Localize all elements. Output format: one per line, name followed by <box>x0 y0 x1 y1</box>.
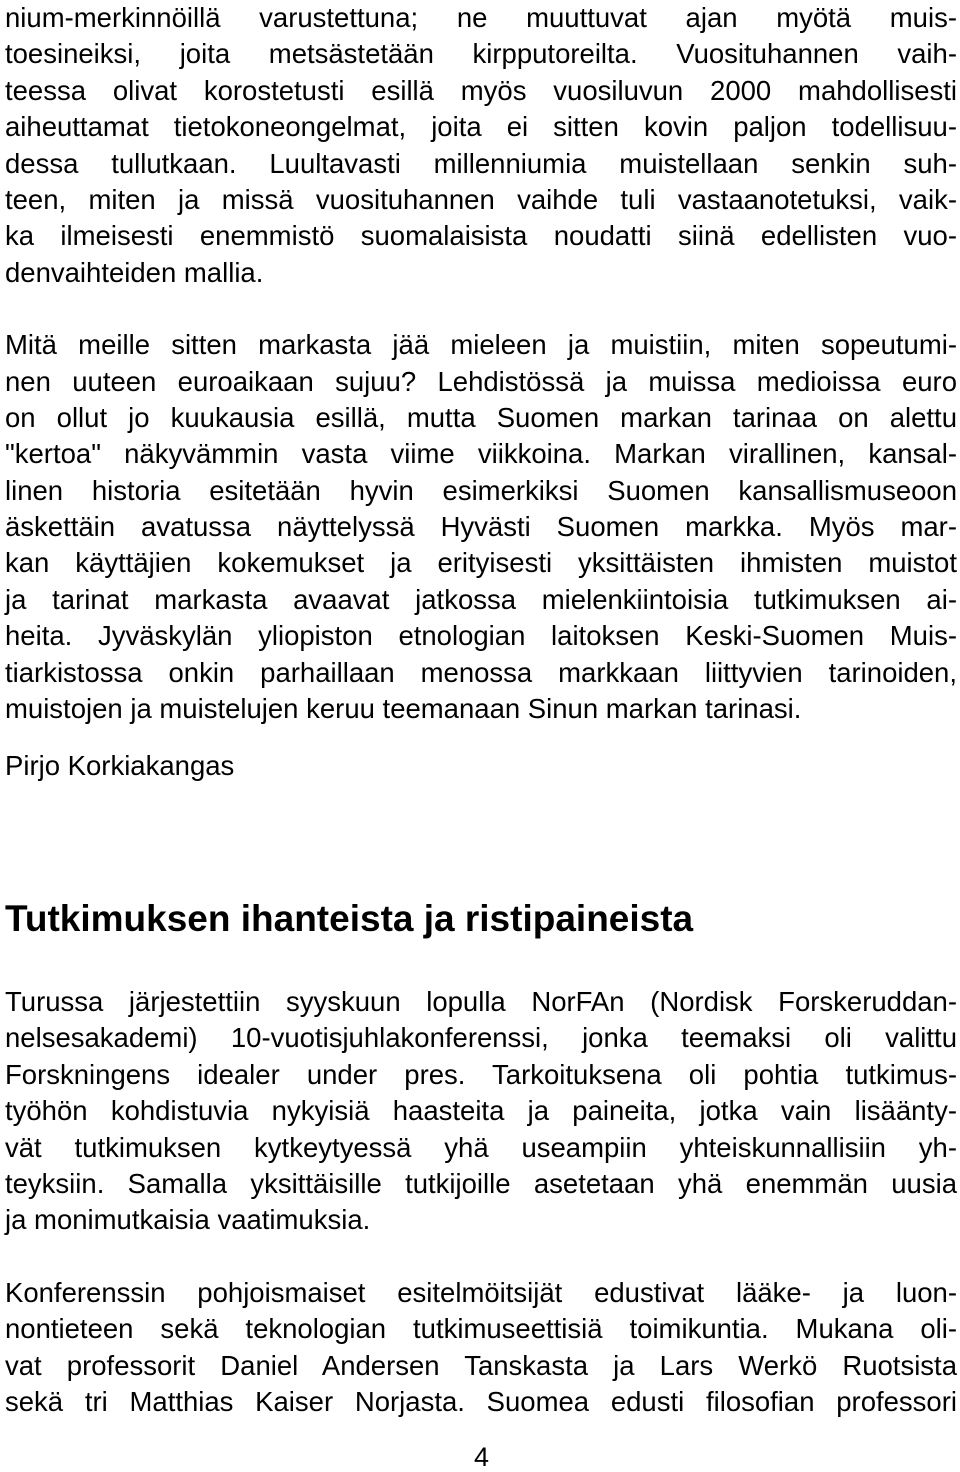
paragraph-2-line: on ollut jo kuukausia esillä, mutta Suomen markan tarinaa on alettu <box>5 401 957 433</box>
paragraph-2-line: äskettäin avatussa näyttelyssä Hyvästi Suomen markka. Myös mar- <box>5 511 957 543</box>
paragraph-2 <box>5 327 957 727</box>
paragraph-4 <box>5 1275 957 1421</box>
page-body <box>5 0 957 727</box>
paragraph-2-line: heita. Jyväskylän yliopiston etnologian laitoksen Keski-Suomen Muis- <box>5 620 957 652</box>
paragraph-2-line: ja tarinat markasta avaavat jatkossa mielenkiintoisia tutkimuksen ai- <box>5 583 957 615</box>
paragraph-2-line: "kertoa" näkyvämmin vasta viime viikkoina. Markan virallinen, kansal- <box>5 438 957 470</box>
paragraph-4-line: Konferenssin pohjoismaiset esitelmöitsijät edustivat lääke- ja luon- <box>5 1276 957 1308</box>
author-signature: Pirjo Korkiakangas <box>5 750 235 781</box>
section-body <box>5 984 957 1420</box>
paragraph-3-line: työhön kohdistuvia nykyisiä haasteita ja paineita, jotka vain lisäänty- <box>5 1095 957 1127</box>
paragraph-2-line: linen historia esitetään hyvin esimerkiksi Suomen kansallismuseoon <box>5 474 957 506</box>
paragraph-1 <box>5 0 957 291</box>
paragraph-1-line: denvaihteiden mallia. <box>5 256 264 288</box>
paragraph-4-line: vat professorit Daniel Andersen Tanskasta ja Lars Werkö Ruotsista <box>5 1349 957 1381</box>
paragraph-2-line: kan käyttäjien kokemukset ja erityisesti yksittäisten ihmisten muistot <box>5 547 957 579</box>
paragraph-1-line: teen, miten ja missä vuosituhannen vaihde tuli vastaanotetuksi, vaik- <box>5 183 957 215</box>
paragraph-3-line: vät tutkimuksen kytkeytyessä yhä useampiin yhteiskunnallisiin yh- <box>5 1131 957 1163</box>
paragraph-2-line: Mitä meille sitten markasta jää mieleen ja muistiin, miten sopeutumi- <box>5 329 957 361</box>
paragraph-gap <box>5 1239 957 1275</box>
paragraph-2-line: nen uuteen euroaikaan sujuu? Lehdistössä ja muissa medioissa euro <box>5 365 957 397</box>
paragraph-3-line: Turussa järjestettiin syyskuun lopulla NorFAn (Nordisk Forskeruddan- <box>5 986 957 1017</box>
paragraph-1-line: teessa olivat korostetusti esillä myös vuosiluvun 2000 mahdollisesti <box>5 74 957 106</box>
paragraph-1-line: ka ilmeisesti enemmistö suomalaisista noudatti siinä edellisten vuo- <box>5 220 957 252</box>
paragraph-1-line: nium-merkinnöillä varustettuna; ne muuttuvat ajan myötä muis- <box>5 2 957 33</box>
paragraph-3-line: ja monimutkaisia vaatimuksia. <box>5 1204 371 1236</box>
paragraph-3-line: Forskningens idealer under pres. Tarkoituksena oli pohtia tutkimus- <box>5 1058 957 1090</box>
section-heading: Tutkimuksen ihanteista ja ristipaineista <box>5 898 694 939</box>
paragraph-1-line: aiheuttamat tietokoneongelmat, joita ei sitten kovin paljon todellisuu- <box>5 111 957 143</box>
paragraph-3 <box>5 984 957 1239</box>
paragraph-4-line: nontieteen sekä teknologian tutkimuseettisiä toimikuntia. Mukana oli- <box>5 1313 957 1345</box>
paragraph-2-line: tiarkistossa onkin parhaillaan menossa markkaan liittyvien tarinoiden, <box>5 656 957 688</box>
paragraph-3-line: nelsesakademi) 10-vuotisjuhlakonferenssi, jonka teemaksi oli valittu <box>5 1022 957 1054</box>
paragraph-2-line: muistojen ja muistelujen keruu teemanaan Sinun markan tarinasi. <box>5 693 802 725</box>
paragraph-1-line: toesineiksi, joita metsästetään kirpputoreilta. Vuosituhannen vaih- <box>5 38 957 70</box>
paragraph-4-line: sekä tri Matthias Kaiser Norjasta. Suomea edusti filosofian professori <box>5 1385 957 1417</box>
paragraph-gap <box>5 291 957 327</box>
page-number: 4 <box>474 1442 490 1472</box>
paragraph-3-line: teyksiin. Samalla yksittäisille tutkijoille asetetaan yhä enemmän uusia <box>5 1167 957 1199</box>
paragraph-1-line: dessa tullutkaan. Luultavasti millenniumia muistellaan senkin suh- <box>5 147 957 179</box>
